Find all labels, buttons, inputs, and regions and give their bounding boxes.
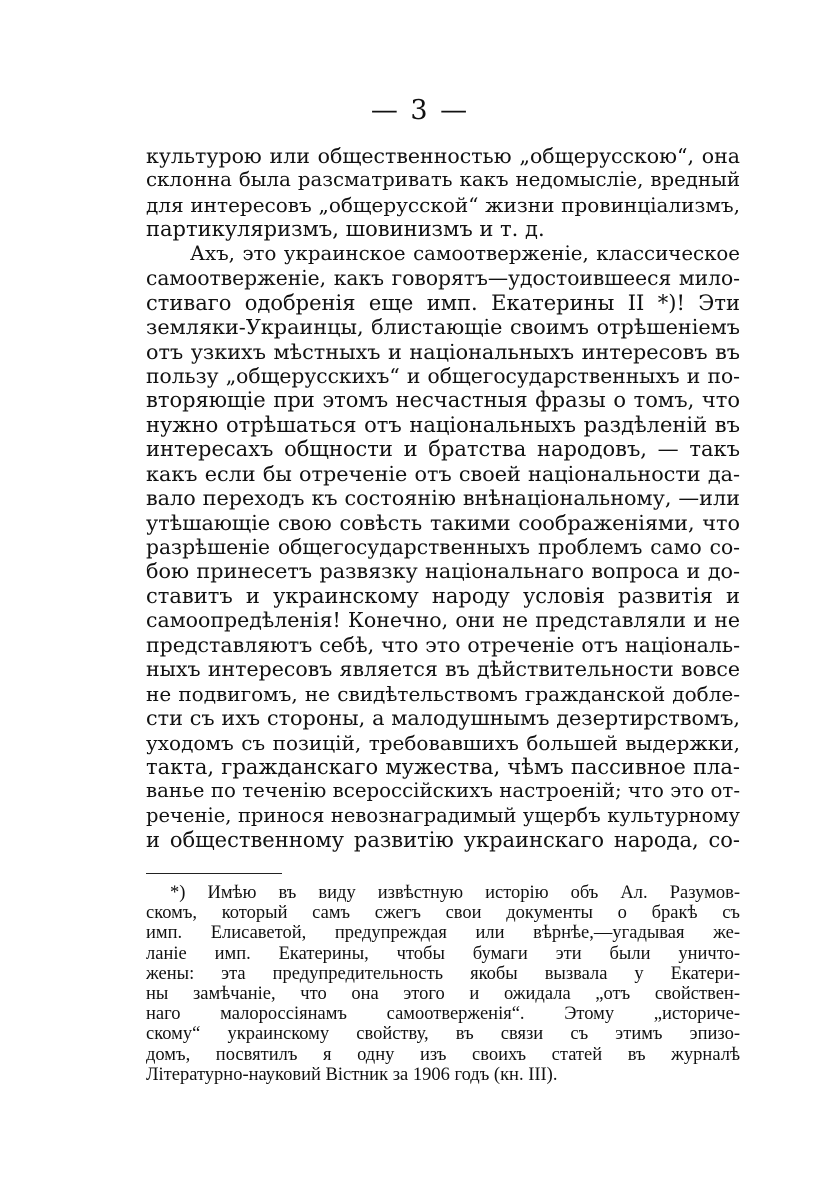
text-line: уходомъ съ позицій, требовавшихъ большей выдержки, [146, 730, 740, 755]
text-line: реченіе, принося невознаградимый ущербъ культурному [146, 803, 740, 827]
text-line: нужно отрѣшаться отъ національныхъ раздѣленій въ [146, 412, 740, 437]
text-line: ванье по теченію всероссійскихъ настроеній; что это от- [146, 779, 740, 803]
text-line: самоопредѣленія! Конечно, они не представляли и не [146, 608, 740, 633]
text-line: интересахъ общности и братства народовъ, — такъ [146, 437, 740, 462]
text-line: не подвигомъ, не свидѣтельствомъ гражданской добле- [146, 681, 740, 706]
footnote-line: наго малороссіянамъ самоотверженія“. Этому „историче- [146, 1004, 740, 1025]
text-line: самоотверженіе, какъ говорятъ—удостоившееся мило- [146, 266, 740, 291]
footnote-line: жены: эта предупредительность якобы вызвала у Екатери- [146, 963, 740, 984]
text-line: культурою или общественностью „общерусскою“, она [146, 144, 740, 168]
footnote-line: скому“ украинскому свойству, въ связи съ этимъ эпизо- [146, 1024, 740, 1045]
text-line: партикуляризмъ, шовинизмъ и т. д. [146, 217, 545, 242]
text-line: отъ узкихъ мѣстныхъ и національныхъ интересовъ въ [146, 339, 740, 364]
footnote-line: ны замѣчаніе, что она этого и ожидала „отъ свойствен- [146, 983, 740, 1004]
page-number: — 3 — [370, 95, 470, 126]
body-text [146, 144, 740, 853]
text-line: для интересовъ „общерусской“ жизни провинціализмъ, [146, 192, 740, 217]
text-line: бою принесетъ развязку національнаго вопроса и до- [146, 559, 740, 584]
footnote [146, 883, 740, 1085]
text-line: сти съ ихъ стороны, а малодушнымъ дезертирствомъ, [146, 706, 740, 731]
text-line: земляки-Украинцы, блистающіе своимъ отрѣшеніемъ [146, 315, 740, 340]
text-line: ныхъ интересовъ является въ дѣйствительности вовсе [146, 657, 740, 682]
text-line: какъ если бы отреченіе отъ своей національности да- [146, 461, 740, 486]
text-line: склонна была разсматривать какъ недомысліе, вредный [146, 168, 740, 192]
text-line: и общественному развитію украинскаго народа, со- [146, 828, 740, 853]
footnote-line: ланіе имп. Екатерины, чтобы бумаги эти были уничто- [146, 943, 740, 964]
text-line: представляютъ себѣ, что это отреченіе отъ національ- [146, 632, 740, 657]
footnote-line: домъ, посвятилъ я одну изъ своихъ статей въ журналѣ [146, 1044, 740, 1065]
footnote-line: Літературно-науковий Вістник за 1906 годъ (кн. III). [146, 1064, 558, 1085]
text-line: стиваго одобренія еще имп. Екатерины II *)! Эти [146, 290, 740, 315]
text-line: вторяющіе при этомъ несчастныя фразы о томъ, что [146, 388, 740, 413]
footnote-line: имп. Елисаветой, предупреждая или вѣрнѣе,—угадывая же- [146, 923, 740, 944]
text-line: утѣшающіе свою совѣсть такими соображеніями, что [146, 510, 740, 535]
text-line: такта, гражданскаго мужества, чѣмъ пассивное пла- [146, 754, 740, 779]
footnote-divider [146, 873, 282, 874]
footnote-line: *) Имѣю въ виду извѣстную исторію объ Ал. Разумов- [170, 883, 740, 903]
text-line: разрѣшеніе общегосударственныхъ проблемъ само со- [146, 535, 740, 559]
text-line: Ахъ, это украинское самоотверженіе, классическое [190, 241, 740, 265]
text-line: ставитъ и украинскому народу условія развитія и [146, 583, 740, 608]
footnote-line: скомъ, который самъ сжегъ свои документы о бракѣ съ [146, 903, 740, 924]
text-line: пользу „общерусскихъ“ и общегосударственныхъ и по- [146, 363, 740, 388]
text-line: вало переходъ къ состоянію внѣнаціональному, —или [146, 486, 740, 511]
